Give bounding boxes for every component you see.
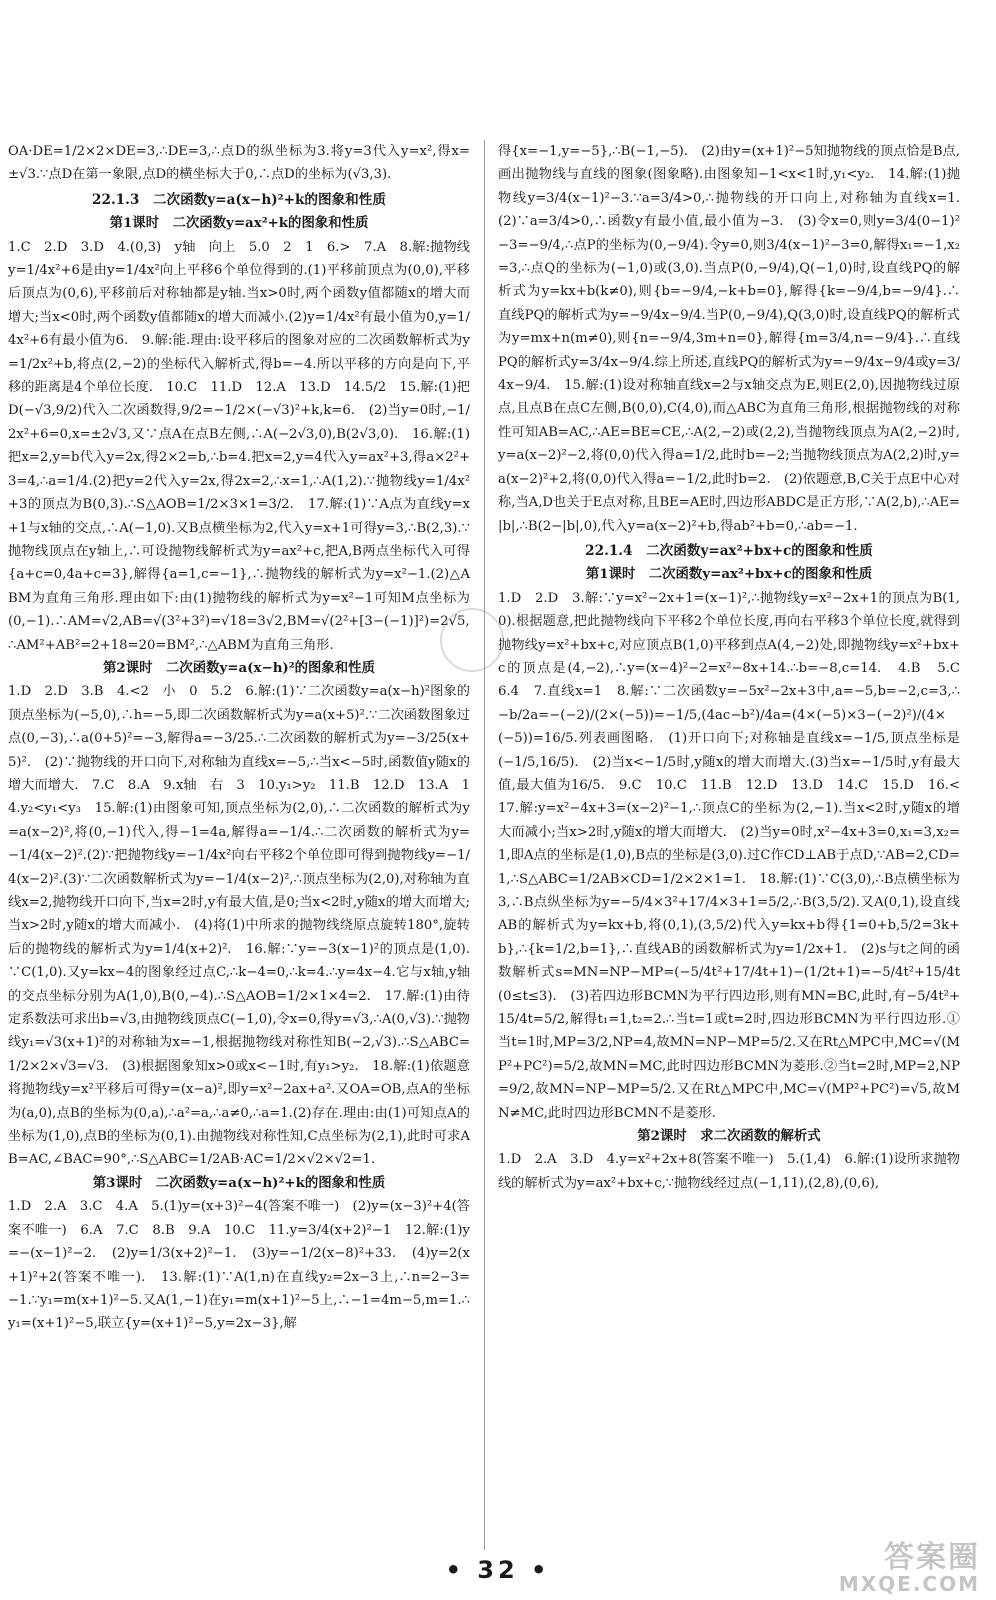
- left-section-heading: 22.1.3 二次函数y=a(x−h)²+k的图象和性质: [92, 191, 386, 208]
- right-paragraph: 1.D 2.A 3.D 4.y=x²+2x+8(答案不唯一) 5.(1,4) 6.解:(1)设所求抛物线的解析式为y=ax²+bx+c,∵抛物线经过点(−1,11),(2,8),(0,6),: [498, 1152, 960, 1191]
- page-number: • 32 •: [445, 1556, 551, 1584]
- column-divider: [484, 140, 485, 1550]
- left-paragraph: OA·DE=1/2×2×DE=3,∴DE=3,∴点D的纵坐标为3.将y=3代入y=x²,得x=±√3.∵点D在第一象限,点D的横坐标大于0,∴点D的坐标为(√3,3).: [8, 144, 470, 183]
- left-lesson-heading: 第1课时 二次函数y=ax²+k的图象和性质: [109, 215, 369, 232]
- left-lesson-heading: 第2课时 二次函数y=a(x−h)²的图象和性质: [103, 659, 375, 676]
- left-paragraph: 1.C 2.D 3.D 4.(0,3) y轴 向上 5.0 2 1 6.> 7.A 8.解:抛物线y=1/4x²+6是由y=1/4x²向上平移6个单位得到的.(1)平移前顶点为(0,0),平移后顶点为(0,6),平移前后对称轴都是y轴.当x>0时,两个函数y值都随x的增大而增大;当x<0时,两个函数y值都随x的增大而减小.(2)y=1/4x²有最小值为0,y=1/4x²+6有最小值为6. 9.解:能.理由:设平移后的图象对应的二次函数解析式为y=1/2x²+b,将点(2,−2)的坐标代入解析式,得b=−4.所以平移的方向是向下,平移的距离是4个单位长度. 10.C 11.D 12.A 13.D 14.5/2 15.解:(1)把D(−√3,9/2)代入二次函数得,9/2=−1/2×(−√3)²+k,k=6. (2)当y=0时,−1/2x²+6=0,x=±2√3,又∵点A在点B左侧,∴A(−2√3,0),B(2√3,0). 16.解:(1)把x=2,y=b代入y=2x,得2×2=b,∴b=4.把x=2,y=4代入y=ax²+3,得a×2²+3=4,∴a=1/4.(2)把y=2代入y=2x,得2x=2,∴x=1,∴A(1,2).∵抛物线y=1/4x²+3的顶点为B(0,3).∴S△AOB=1/2×3×1=3/2. 17.解:(1)∵A点为直线y=x+1与x轴的交点,∴A(−1,0).又B点横坐标为2,代入y=x+1可得y=3,∴B(2,3).∵抛物线顶点在y轴上,∴可设抛物线解析式为y=ax²+c,把A,B两点坐标代入可得{a+c=0,4a+c=3},解得{a=1,c=−1},∴抛物线的解析式为y=x²−1.(2)△ABM为直角三角形.理由如下:由(1)抛物线的解析式为y=x²−1可知M点坐标为(0,−1).∴AM=√2,AB=√(3²+3²)=√18=3√2,BM=√(2²+[3−(−1)]²)=2√5,∴AM²+AB²=2+18=20=BM²,∴△ABM为直角三角形.: [8, 239, 470, 653]
- left-lesson-heading: 第3课时 二次函数y=a(x−h)²+k的图象和性质: [92, 1174, 386, 1191]
- right-paragraph: 得{x=−1,y=−5},∴B(−1,−5). (2)由y=(x+1)²−5知抛物线的顶点恰是B点,画出抛物线与直线的图象(图象略).由图象知−1<x<1时,y₁<y₂. 14.解:(1)抛物线y=3/4(x−1)²−3.∵a=3/4>0,∴抛物线的开口向上,对称轴为直线x=1. (2)∵a=3/4>0,∴函数y有最小值,最小值为−3. (3)令x=0,则y=3/4(0−1)²−3=−9/4,∴点P的坐标为(0,−9/4).令y=0,则3/4(x−1)²−3=0,解得x₁=−1,x₂=3,∴点Q的坐标为(−1,0)或(3,0).当点P(0,−9/4),Q(−1,0)时,设直线PQ的解析式为y=kx+b(k≠0),则{b=−9/4,−k+b=0},解得{k=−9/4,b=−9/4}.∴直线PQ的解析式为y=−9/4x−9/4.当P(0,−9/4),Q(3,0)时,设直线PQ的解析式为y=mx+n(m≠0),则{n=−9/4,3m+n=0},解得{m=3/4,n=−9/4}.∴直线PQ的解析式y=3/4x−9/4.综上所述,直线PQ的解析式为y=−9/4x−9/4或y=3/4x−9/4. 15.解:(1)设对称轴直线x=2与x轴交点为E,则E(2,0),因抛物线过原点,且点B在点C左侧,B(0,0),C(4,0),而△ABC为直角三角形,根据抛物线的对称性可知AB=AC,∴AE=BE=CE,∴A(2,−2)或(2,2),当抛物线顶点为A(2,−2)时,y=a(x−2)²−2,将(0,0)代入得a=1/2,此时b=−2;当抛物线顶点为A(2,2)时,y=a(x−2)²+2,将(0,0)代入得a=−1/2,此时b=2. (2)依题意,B,C关于点E中心对称,当A,D也关于E点对称,且BE=AE时,四边形ABDC是正方形,∵A(2,b),∴AE=|b|,∴B(2−|b|,0),代入y=a(x−2)²+b,得ab²+b=0,∴ab=−1.: [498, 144, 974, 534]
- stamp-icon: [440, 608, 504, 672]
- right-column: [498, 140, 974, 1195]
- left-paragraph: 1.D 2.A 3.C 4.A 5.(1)y=(x+3)²−4(答案不唯一) (2)y=(x−3)²+4(答案不唯一) 6.A 7.C 8.B 9.A 10.C 11.y=3/4(x+2)²−1 12.解:(1)y=−(x−1)²−2. (2)y=1/3(x+2)²−1. (3)y=−1/2(x−8)²+33. (4)y=2(x+1)²+2(答案不唯一). 13.解:(1)∵A(1,n)在直线y₂=2x−3上,∴n=2−3=−1.∵y₁=m(x+1)²−5.又A(1,−1)在y₁=m(x+1)²−5上,∴−1=4m−5,m=1.∴y₁=(x+1)²−5,联立{y=(x+1)²−5,y=2x−3},解: [8, 1199, 470, 1332]
- watermark: [839, 1532, 980, 1596]
- watermark-line2: MXQE.COM: [838, 1572, 980, 1596]
- right-lesson-heading: 第2课时 求二次函数的解析式: [637, 1128, 821, 1145]
- watermark-line1: 答案圈: [884, 1540, 980, 1575]
- right-paragraph: 1.D 2.D 3.解:∵y=x²−2x+1=(x−1)²,∴抛物线y=x²−2x+1的顶点为B(1,0).根据题意,把此抛物线向下平移2个单位长度,再向右平移3个单位长度,就得到抛物线y=x²+bx+c,对应顶点B(1,0)平移到点A(4,−2)处,即抛物线y=x²+bx+c的顶点是(4,−2),∴y=(x−4)²−2=x²−8x+14.∴b=−8,c=14. 4.B 5.C 6.4 7.直线x=1 8.解:∵二次函数y=−5x²−2x+3中,a=−5,b=−2,c=3,∴−b/2a=−(−2)/(2×(−5))=−1/5,(4ac−b²)/4a=(4×(−5)×3−(−2)²)/(4×(−5))=16/5.列表画图略. (1)开口向下;对称轴是直线x=−1/5,顶点坐标是(−1/5,16/5). (2)当x<−1/5时,y随x的增大而增大.(3)当x=−1/5时,y有最大值,最大值为16/5. 9.C 10.C 11.B 12.D 13.D 14.C 15.D 16.< 17.解:y=x²−4x+3=(x−2)²−1,∴顶点C的坐标为(2,−1).当x<2时,y随x的增大而减小;当x>2时,y随x的增大而增大. (2)当y=0时,x²−4x+3=0,x₁=3,x₂=1,即A点的坐标是(1,0),B点的坐标是(3,0).过C作CD⊥AB于点D,∵AB=2,CD=1,∴S△ABC=1/2AB×CD=1/2×2×1=1. 18.解:(1)∵C(3,0),∴B点横坐标为3,∴B点纵坐标为y=−5/4×3²+17/4×3+1=5/2,∴B(3,5/2).又A(0,1),设直线AB的解析式为y=kx+b,将(0,1),(3,5/2)代入y=kx+b得{1=0+b,5/2=3k+b},∴{k=1/2,b=1},∴直线AB的函数解析式为y=1/2x+1. (2)s与t之间的函数解析式s=MN=NP−MP=(−5/4t²+17/4t+1)−(1/2t+1)=−5/4t²+15/4t(0≤t≤3). (3)若四边形BCMN为平行四边形,则有MN=BC,此时,有−5/4t²+15/4t=5/2,解得t₁=1,t₂=2.∴当t=1或t=2时,四边形BCMN为平行四边形.①当t=1时,MP=3/2,NP=4,故MN=NP−MP=5/2.又在Rt△MPC中,MC=√(MP²+PC²)=5/2,故MN=MC,此时四边形BCMN为菱形.②当t=2时,MP=2,NP=9/2,故MN=NP−MP=5/2.又在Rt△MPC中,MC=√(MP²+PC²)=√5,故MN≠MC,此时四边形BCMN不是菱形.: [498, 590, 974, 1121]
- right-lesson-heading: 第1课时 二次函数y=ax²+bx+c的图象和性质: [585, 566, 873, 583]
- right-section-heading: 22.1.4 二次函数y=ax²+bx+c的图象和性质: [585, 542, 873, 559]
- left-column: [8, 140, 470, 1336]
- left-paragraph: 1.D 2.D 3.B 4.<2 小 0 5.2 6.解:(1)∵二次函数y=a(x−h)²图象的顶点坐标为(−5,0),∴h=−5,即二次函数解析式为y=a(x+5)².∵二次函数图象过点(0,−3),∴a(0+5)²=−3,解得a=−3/25.∴二次函数的解析式为y=−3/25(x+5)². (2)∵抛物线的开口向下,对称轴为直线x=−5,∴当x<−5时,函数值y随x的增大而增大. 7.C 8.A 9.x轴 右 3 10.y₁>y₂ 11.B 12.D 13.A 14.y₂<y₁<y₃ 15.解:(1)由图象可知,顶点坐标为(2,0),∴二次函数的解析式为y=a(x−2)²,将(0,−1)代入,得−1=4a,解得a=−1/4.∴二次函数的解析式为y=−1/4(x−2)².(2)∵把抛物线y=−1/4x²向右平移2个单位即可得到抛物线y=−1/4(x−2)².(3)∵二次函数解析式为y=−1/4(x−2)²,∴顶点坐标为(2,0),对称轴为直线x=2,抛物线开口向下,当x=2时,y有最大值,是0;当x<2时,y随x的增大而增大;当x>2时,y随x的增大而减小. (4)将(1)中所求的抛物线绕原点旋转180°,旋转后的抛物线的解析式为y=1/4(x+2)². 16.解:∵y=−3(x−1)²的顶点是(1,0).∵C(1,0).又y=kx−4的图象经过点C,∴k−4=0,∴k=4.∴y=4x−4.它与x轴,y轴的交点坐标分别为A(1,0),B(0,−4).∴S△AOB=1/2×1×4=2. 17.解:(1)由待定系数法可求出b=√3,由抛物线顶点C(−1,0),令x=0,得y=√3,∴A(0,√3).∵抛物线y₁=√3(x+1)²的对称轴为x=−1,根据抛物线对称性知B(−2,√3).∴S△ABC=1/2×2×√3=√3. (3)根据图象知x>0或x<−1时,有y₁>y₂. 18.解:(1)依题意将抛物线y=x²平移后可得y=(x−a)²,即y=x²−2ax+a².又OA=OB,点A的坐标为(a,0),点B的坐标为(0,a),∴a²=a,∴a≠0,∴a=1.(2)存在.理由:由(1)可知点A的坐标为(1,0),点B的坐标为(0,1).由抛物线对称性知,C点坐标为(2,1),此时可求AB=AC,∠BAC=90°,∴S△ABC=1/2AB·AC=1/2×√2×√2=1.: [8, 684, 470, 1168]
